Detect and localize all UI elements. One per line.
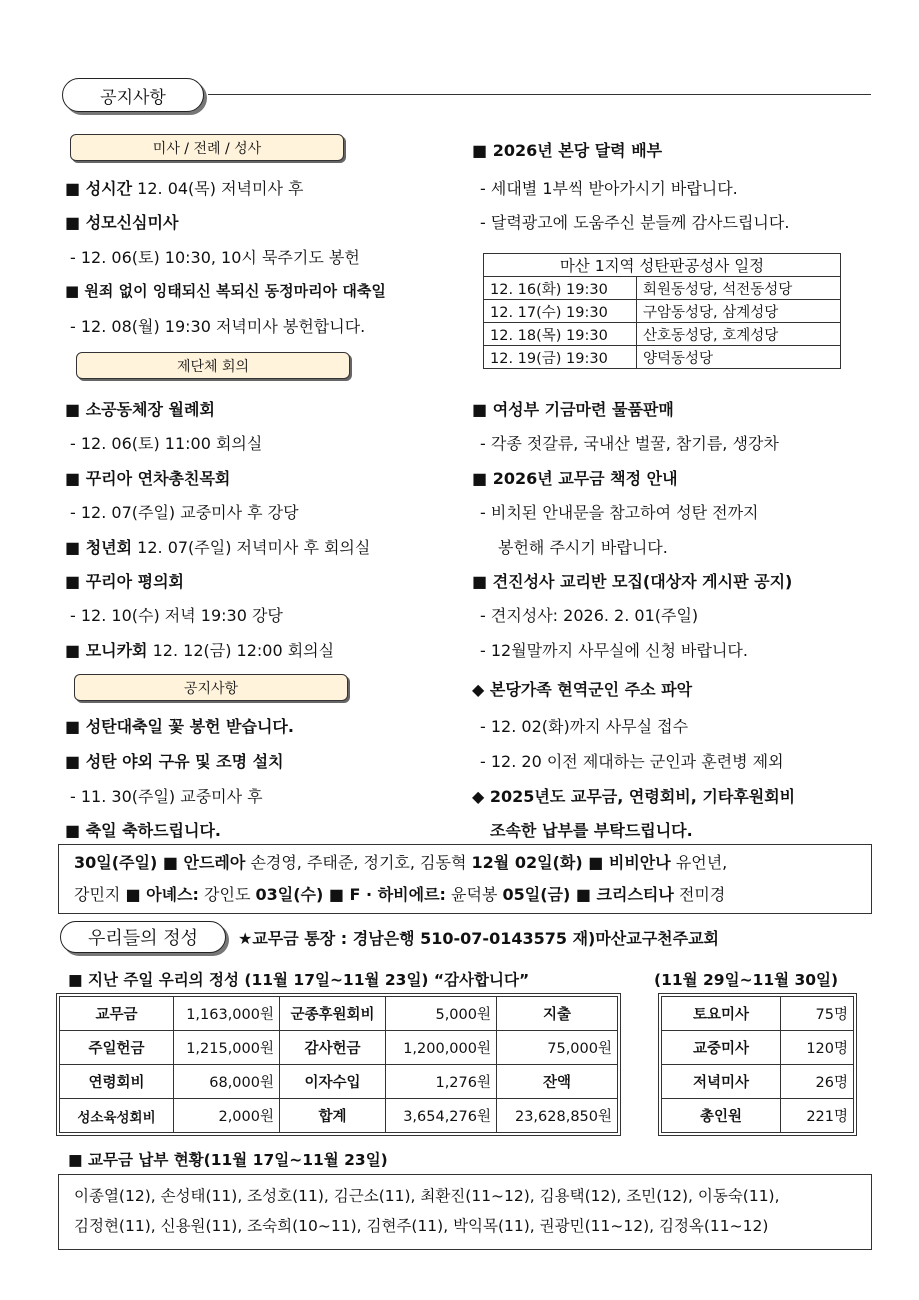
section-divider bbox=[208, 94, 871, 95]
offering-table bbox=[59, 996, 618, 1133]
offering-table-box bbox=[56, 993, 621, 1136]
attendance-label: 저녁미사 bbox=[662, 1065, 781, 1099]
attendance-value: 75명 bbox=[781, 997, 854, 1031]
notice-2-detail: - 11. 30(주일) 교중미사 후 bbox=[70, 787, 263, 806]
attendance-label: 토요미사 bbox=[662, 997, 781, 1031]
liturgy-header: 미사 / 전례 / 성사 bbox=[70, 134, 344, 161]
attendance-value: 221명 bbox=[781, 1099, 854, 1133]
offering-value: 23,628,850원 bbox=[497, 1099, 618, 1133]
confirmation-detail-1: - 견지성사: 2026. 2. 01(주일) bbox=[480, 606, 699, 625]
feast-text: 05일(금) ■ 크리스티나 bbox=[502, 885, 674, 904]
feast-names: 전미경 bbox=[678, 885, 726, 904]
offering-value: 1,276원 bbox=[386, 1065, 497, 1099]
group-4: ■ 꾸리아 평의회 bbox=[65, 572, 184, 591]
dues-guide-item: ■ 2026년 교무금 책정 안내 bbox=[472, 469, 678, 488]
table-row bbox=[662, 1031, 854, 1065]
feast-names: 강인도 bbox=[204, 885, 251, 904]
offering-label: 감사헌금 bbox=[280, 1031, 386, 1065]
feast-line-2 bbox=[74, 882, 725, 905]
confession-item bbox=[65, 176, 303, 199]
schedule-date: 12. 19(금) 19:30 bbox=[484, 346, 637, 369]
attendance-value: 120명 bbox=[781, 1031, 854, 1065]
feast-text: 30일(주일) ■ 안드레아 bbox=[74, 853, 246, 872]
table-row bbox=[60, 1099, 618, 1133]
group-2: ■ 꾸리아 연차총친목회 bbox=[65, 469, 231, 488]
groups-header: 제단체 회의 bbox=[76, 352, 350, 379]
women-sale-detail: - 각종 젓갈류, 국내산 벌꿀, 참기름, 생강차 bbox=[480, 434, 779, 453]
schedule-date: 12. 17(수) 19:30 bbox=[484, 300, 637, 323]
immaculate-detail: - 12. 08(월) 19:30 저녁미사 봉헌합니다. bbox=[70, 317, 366, 336]
group-1-detail: - 12. 06(토) 11:00 회의실 bbox=[70, 434, 263, 453]
attendance-label: 교중미사 bbox=[662, 1031, 781, 1065]
feast-text: ■ 아녜스: bbox=[125, 885, 199, 904]
schedule-date: 12. 18(목) 19:30 bbox=[484, 323, 637, 346]
calendar-detail-1: - 세대별 1부씩 받아가시기 바랍니다. bbox=[480, 179, 738, 198]
table-row bbox=[60, 1065, 618, 1099]
offering-value: 3,654,276원 bbox=[386, 1099, 497, 1133]
feast-names: 손경영, 주태준, 정기호, 김동혁 bbox=[250, 853, 467, 872]
confession-value: 12. 04(목) 저녁미사 후 bbox=[137, 179, 304, 198]
offering-label: 교무금 bbox=[60, 997, 174, 1031]
offering-label: 지출 bbox=[497, 997, 618, 1031]
notice-3: ■ 축일 축하드립니다. bbox=[65, 821, 221, 840]
offering-value: 2,000원 bbox=[174, 1099, 280, 1133]
offering-label: 잔액 bbox=[497, 1065, 618, 1099]
attendance-label: 총인원 bbox=[662, 1099, 781, 1133]
offering-label: 군종후원회비 bbox=[280, 997, 386, 1031]
payment-item-2: 조속한 납부를 부탁드립니다. bbox=[490, 821, 693, 840]
feast-text: 12월 02일(화) ■ 비비안나 bbox=[471, 853, 671, 872]
offering-value: 1,215,000원 bbox=[174, 1031, 280, 1065]
table-row bbox=[484, 323, 841, 346]
notice-section-title: 공지사항 bbox=[62, 78, 204, 112]
schedule-place: 회원동성당, 석전동성당 bbox=[637, 277, 841, 300]
schedule-date: 12. 16(화) 19:30 bbox=[484, 277, 637, 300]
calendar-detail-2: - 달력광고에 도움주신 분들께 감사드립니다. bbox=[480, 213, 790, 232]
notice-2: ■ 성탄 야외 구유 및 조명 설치 bbox=[65, 752, 284, 771]
table-row bbox=[662, 1065, 854, 1099]
confession-label: ■ 성시간 bbox=[65, 179, 133, 198]
first-sat-mass: ■ 성모신심미사 bbox=[65, 213, 179, 232]
feast-names: 윤덕봉 bbox=[451, 885, 498, 904]
table-row bbox=[484, 346, 841, 369]
soldier-detail-1: - 12. 02(화)까지 사무실 접수 bbox=[480, 717, 689, 736]
offering-value: 1,163,000원 bbox=[174, 997, 280, 1031]
notice-subheader: 공지사항 bbox=[74, 674, 348, 701]
soldier-item: ◆ 본당가족 현역군인 주소 파악 bbox=[472, 680, 693, 699]
attendance-title: (11월 29일~11월 30일) bbox=[654, 971, 839, 989]
feast-names: 강민지 bbox=[74, 885, 121, 904]
group-4-detail: - 12. 10(수) 저녁 19:30 강당 bbox=[70, 606, 283, 625]
attendance-table bbox=[661, 996, 854, 1133]
women-sale-item: ■ 여성부 기금마련 물품판매 bbox=[472, 400, 674, 419]
table-row bbox=[662, 997, 854, 1031]
offering-value: 75,000원 bbox=[497, 1031, 618, 1065]
offering-label: 이자수입 bbox=[280, 1065, 386, 1099]
confession-schedule-table bbox=[483, 253, 841, 369]
attendance-table-box bbox=[658, 993, 857, 1136]
weekly-offering-title: ■ 지난 주일 우리의 정성 (11월 17일~11월 23일) “감사합니다” bbox=[68, 971, 530, 989]
table-row bbox=[662, 1099, 854, 1133]
schedule-place: 양덕동성당 bbox=[637, 346, 841, 369]
dues-line-2: 김정현(11), 신용원(11), 조숙희(10~11), 김현주(11), 박익목(11), 권광민(11~12), 김정옥(11~12) bbox=[74, 1217, 769, 1235]
group-3 bbox=[65, 535, 370, 558]
account-info: ★교무금 통장 : 경남은행 510-07-0143575 재)마산교구천주교회 bbox=[238, 929, 719, 948]
group-3-value: 12. 07(주일) 저녁미사 후 회의실 bbox=[137, 538, 371, 557]
group-5-label: ■ 모니카회 bbox=[65, 641, 148, 660]
payment-item: ◆ 2025년도 교무금, 연령회비, 기타후원회비 bbox=[472, 787, 796, 806]
schedule-title: 마산 1지역 성탄판공성사 일정 bbox=[484, 254, 841, 277]
offering-value: 5,000원 bbox=[386, 997, 497, 1031]
feast-names: 유언년, bbox=[675, 853, 728, 872]
dues-status-title: ■ 교무금 납부 현황(11월 17일~11월 23일) bbox=[68, 1151, 388, 1169]
dues-guide-detail-2: 봉헌해 주시기 바랍니다. bbox=[498, 538, 668, 557]
offering-value: 1,200,000원 bbox=[386, 1031, 497, 1065]
dues-line-1: 이종열(12), 손성태(11), 조성호(11), 김근소(11), 최환진(11~12), 김용택(12), 조민(12), 이동숙(11), bbox=[74, 1187, 780, 1205]
confirmation-item: ■ 견진성사 교리반 모집(대상자 게시판 공지) bbox=[472, 572, 793, 591]
group-1: ■ 소공동체장 월례회 bbox=[65, 400, 215, 419]
attendance-value: 26명 bbox=[781, 1065, 854, 1099]
immaculate-item: ■ 원죄 없이 잉태되신 복되신 동정마리아 대축일 bbox=[65, 282, 386, 300]
offering-label: 성소육성회비 bbox=[60, 1099, 174, 1133]
offering-label: 합계 bbox=[280, 1099, 386, 1133]
confirmation-detail-2: - 12월말까지 사무실에 신청 바랍니다. bbox=[480, 641, 748, 660]
group-2-detail: - 12. 07(주일) 교중미사 후 강당 bbox=[70, 503, 299, 522]
group-3-label: ■ 청년회 bbox=[65, 538, 133, 557]
feast-text: 03일(수) ■ F · 하비에르: bbox=[255, 885, 446, 904]
schedule-place: 구암동성당, 삼계성당 bbox=[637, 300, 841, 323]
table-row bbox=[60, 1031, 618, 1065]
offering-value: 68,000원 bbox=[174, 1065, 280, 1099]
schedule-place: 산호동성당, 호계성당 bbox=[637, 323, 841, 346]
first-sat-detail: - 12. 06(토) 10:30, 10시 묵주기도 봉헌 bbox=[70, 248, 360, 267]
group-5 bbox=[65, 638, 334, 661]
offering-label: 연령회비 bbox=[60, 1065, 174, 1099]
dues-guide-detail-1: - 비치된 안내문을 참고하여 성탄 전까지 bbox=[480, 503, 759, 522]
soldier-detail-2: - 12. 20 이전 제대하는 군인과 훈련병 제외 bbox=[480, 752, 784, 771]
group-5-value: 12. 12(금) 12:00 회의실 bbox=[152, 641, 335, 660]
offering-label: 주일헌금 bbox=[60, 1031, 174, 1065]
offering-section-title: 우리들의 정성 bbox=[60, 921, 226, 953]
feast-line-1 bbox=[74, 850, 727, 873]
calendar-item: ■ 2026년 본당 달력 배부 bbox=[472, 141, 663, 160]
notice-1: ■ 성탄대축일 꽃 봉헌 받습니다. bbox=[65, 717, 294, 736]
table-row bbox=[60, 997, 618, 1031]
table-row bbox=[484, 277, 841, 300]
table-row bbox=[484, 300, 841, 323]
